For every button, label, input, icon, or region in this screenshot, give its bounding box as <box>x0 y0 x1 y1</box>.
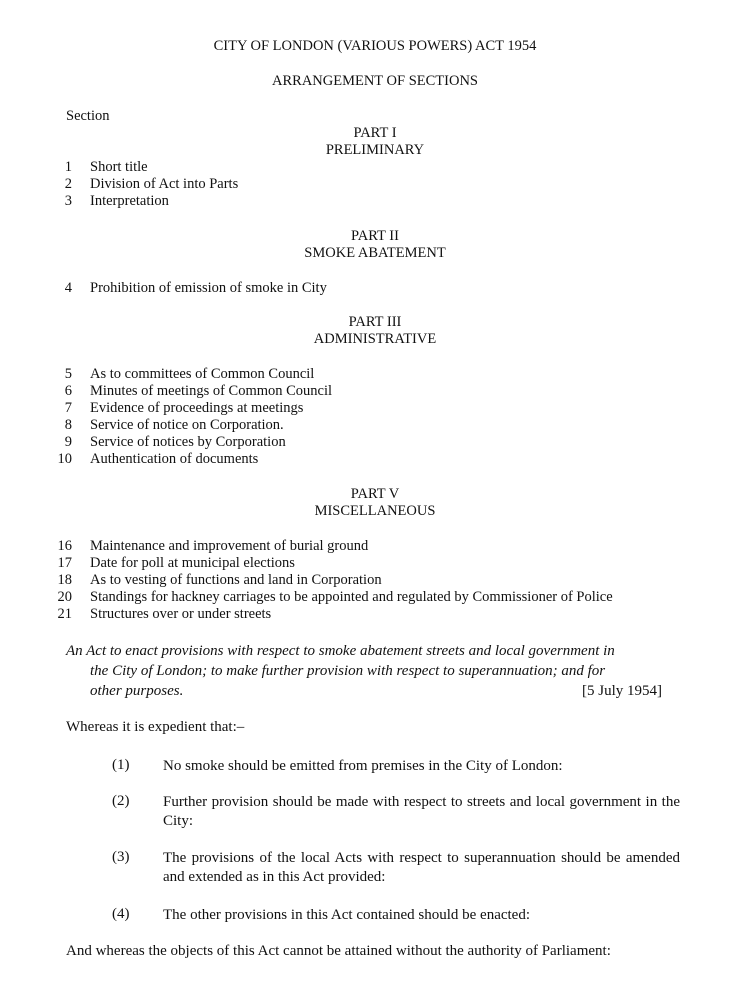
act-title: CITY OF LONDON (VARIOUS POWERS) ACT 1954 <box>213 38 537 54</box>
toc-title: Division of Act into Parts <box>90 176 239 192</box>
toc-title: Minutes of meetings of Common Council <box>90 383 333 399</box>
recital-text: Further provision should be made with respect to streets and local government in the City: <box>163 794 680 829</box>
whereas-intro: Whereas it is expedient that:– <box>66 719 245 735</box>
section-label: Section <box>66 108 110 124</box>
toc-num: 17 <box>57 555 72 571</box>
toc-row <box>0 589 750 606</box>
toc-num: 18 <box>57 572 72 588</box>
toc-title: Authentication of documents <box>90 451 259 467</box>
toc-row <box>0 451 750 468</box>
toc-row <box>0 555 750 572</box>
part-3-heading: ADMINISTRATIVE <box>313 331 437 347</box>
toc-row <box>0 366 750 383</box>
toc-row <box>0 193 750 210</box>
part-5-heading: MISCELLANEOUS <box>314 503 436 519</box>
recital-num: (4) <box>112 906 130 922</box>
toc-num: 6 <box>64 383 72 399</box>
toc-num: 5 <box>64 366 72 382</box>
recital <box>0 793 750 833</box>
toc-row <box>0 606 750 623</box>
recital <box>0 757 750 777</box>
toc-title: Interpretation <box>90 193 169 209</box>
toc-num: 4 <box>64 280 72 296</box>
toc-row <box>0 176 750 193</box>
closing-recital: And whereas the objects of this Act cannot be attained without the authority of Parliament: <box>66 943 611 959</box>
toc-num: 20 <box>57 589 72 605</box>
toc-title: Prohibition of emission of smoke in City <box>90 280 327 296</box>
part-2-label: PART II <box>351 228 399 244</box>
toc-row <box>0 417 750 434</box>
toc-num: 21 <box>57 606 72 622</box>
part-3-label: PART III <box>348 314 402 330</box>
toc-title: As to committees of Common Council <box>90 366 315 382</box>
toc-row <box>0 280 750 297</box>
long-title-line-1: An Act to enact provisions with respect to smoke abatement streets and local government in <box>66 643 615 659</box>
toc-title: Service of notice on Corporation. <box>90 417 284 433</box>
part-1-heading: PRELIMINARY <box>325 142 425 158</box>
toc-title: Standings for hackney carriages to be appointed and regulated by Commissioner of Police <box>90 589 613 605</box>
toc-title: Service of notices by Corporation <box>90 434 286 450</box>
toc-row <box>0 159 750 176</box>
long-title-line-3: other purposes. <box>90 683 184 699</box>
arrangement-heading: ARRANGEMENT OF SECTIONS <box>272 73 478 89</box>
toc-num: 9 <box>64 434 72 450</box>
toc-title: Evidence of proceedings at meetings <box>90 400 304 416</box>
toc-title: Structures over or under streets <box>90 606 272 622</box>
toc-row <box>0 538 750 555</box>
recital <box>0 849 750 889</box>
toc-title: Maintenance and improvement of burial ground <box>90 538 369 554</box>
part-1-label: PART I <box>353 125 397 141</box>
toc-title: Date for poll at municipal elections <box>90 555 295 571</box>
toc-num: 2 <box>64 176 72 192</box>
long-title-line-2: the City of London; to make further provision with respect to superannuation; and for <box>90 663 606 679</box>
recital-text: The provisions of the local Acts with respect to superannuation should be amended and extended as in this Act provided: <box>163 850 680 885</box>
toc-num: 7 <box>64 400 72 416</box>
toc-num: 3 <box>64 193 72 209</box>
toc-row <box>0 572 750 589</box>
toc-row <box>0 383 750 400</box>
toc-title: As to vesting of functions and land in Corporation <box>90 572 382 588</box>
toc-num: 1 <box>64 159 72 175</box>
toc-row <box>0 400 750 417</box>
recital-num: (2) <box>112 793 130 809</box>
toc-title: Short title <box>90 159 148 175</box>
royal-assent-date: [5 July 1954] <box>582 683 662 699</box>
toc-num: 8 <box>64 417 72 433</box>
recital-num: (1) <box>112 757 130 773</box>
toc-row <box>0 434 750 451</box>
recital-text: The other provisions in this Act contained should be enacted: <box>163 907 531 923</box>
recital <box>0 906 750 926</box>
toc-num: 10 <box>57 451 72 467</box>
part-5-label: PART V <box>350 486 400 502</box>
part-2-heading: SMOKE ABATEMENT <box>304 245 446 261</box>
toc-num: 16 <box>57 538 72 554</box>
recital-num: (3) <box>112 849 130 865</box>
recital-text: No smoke should be emitted from premises in the City of London: <box>163 758 563 774</box>
